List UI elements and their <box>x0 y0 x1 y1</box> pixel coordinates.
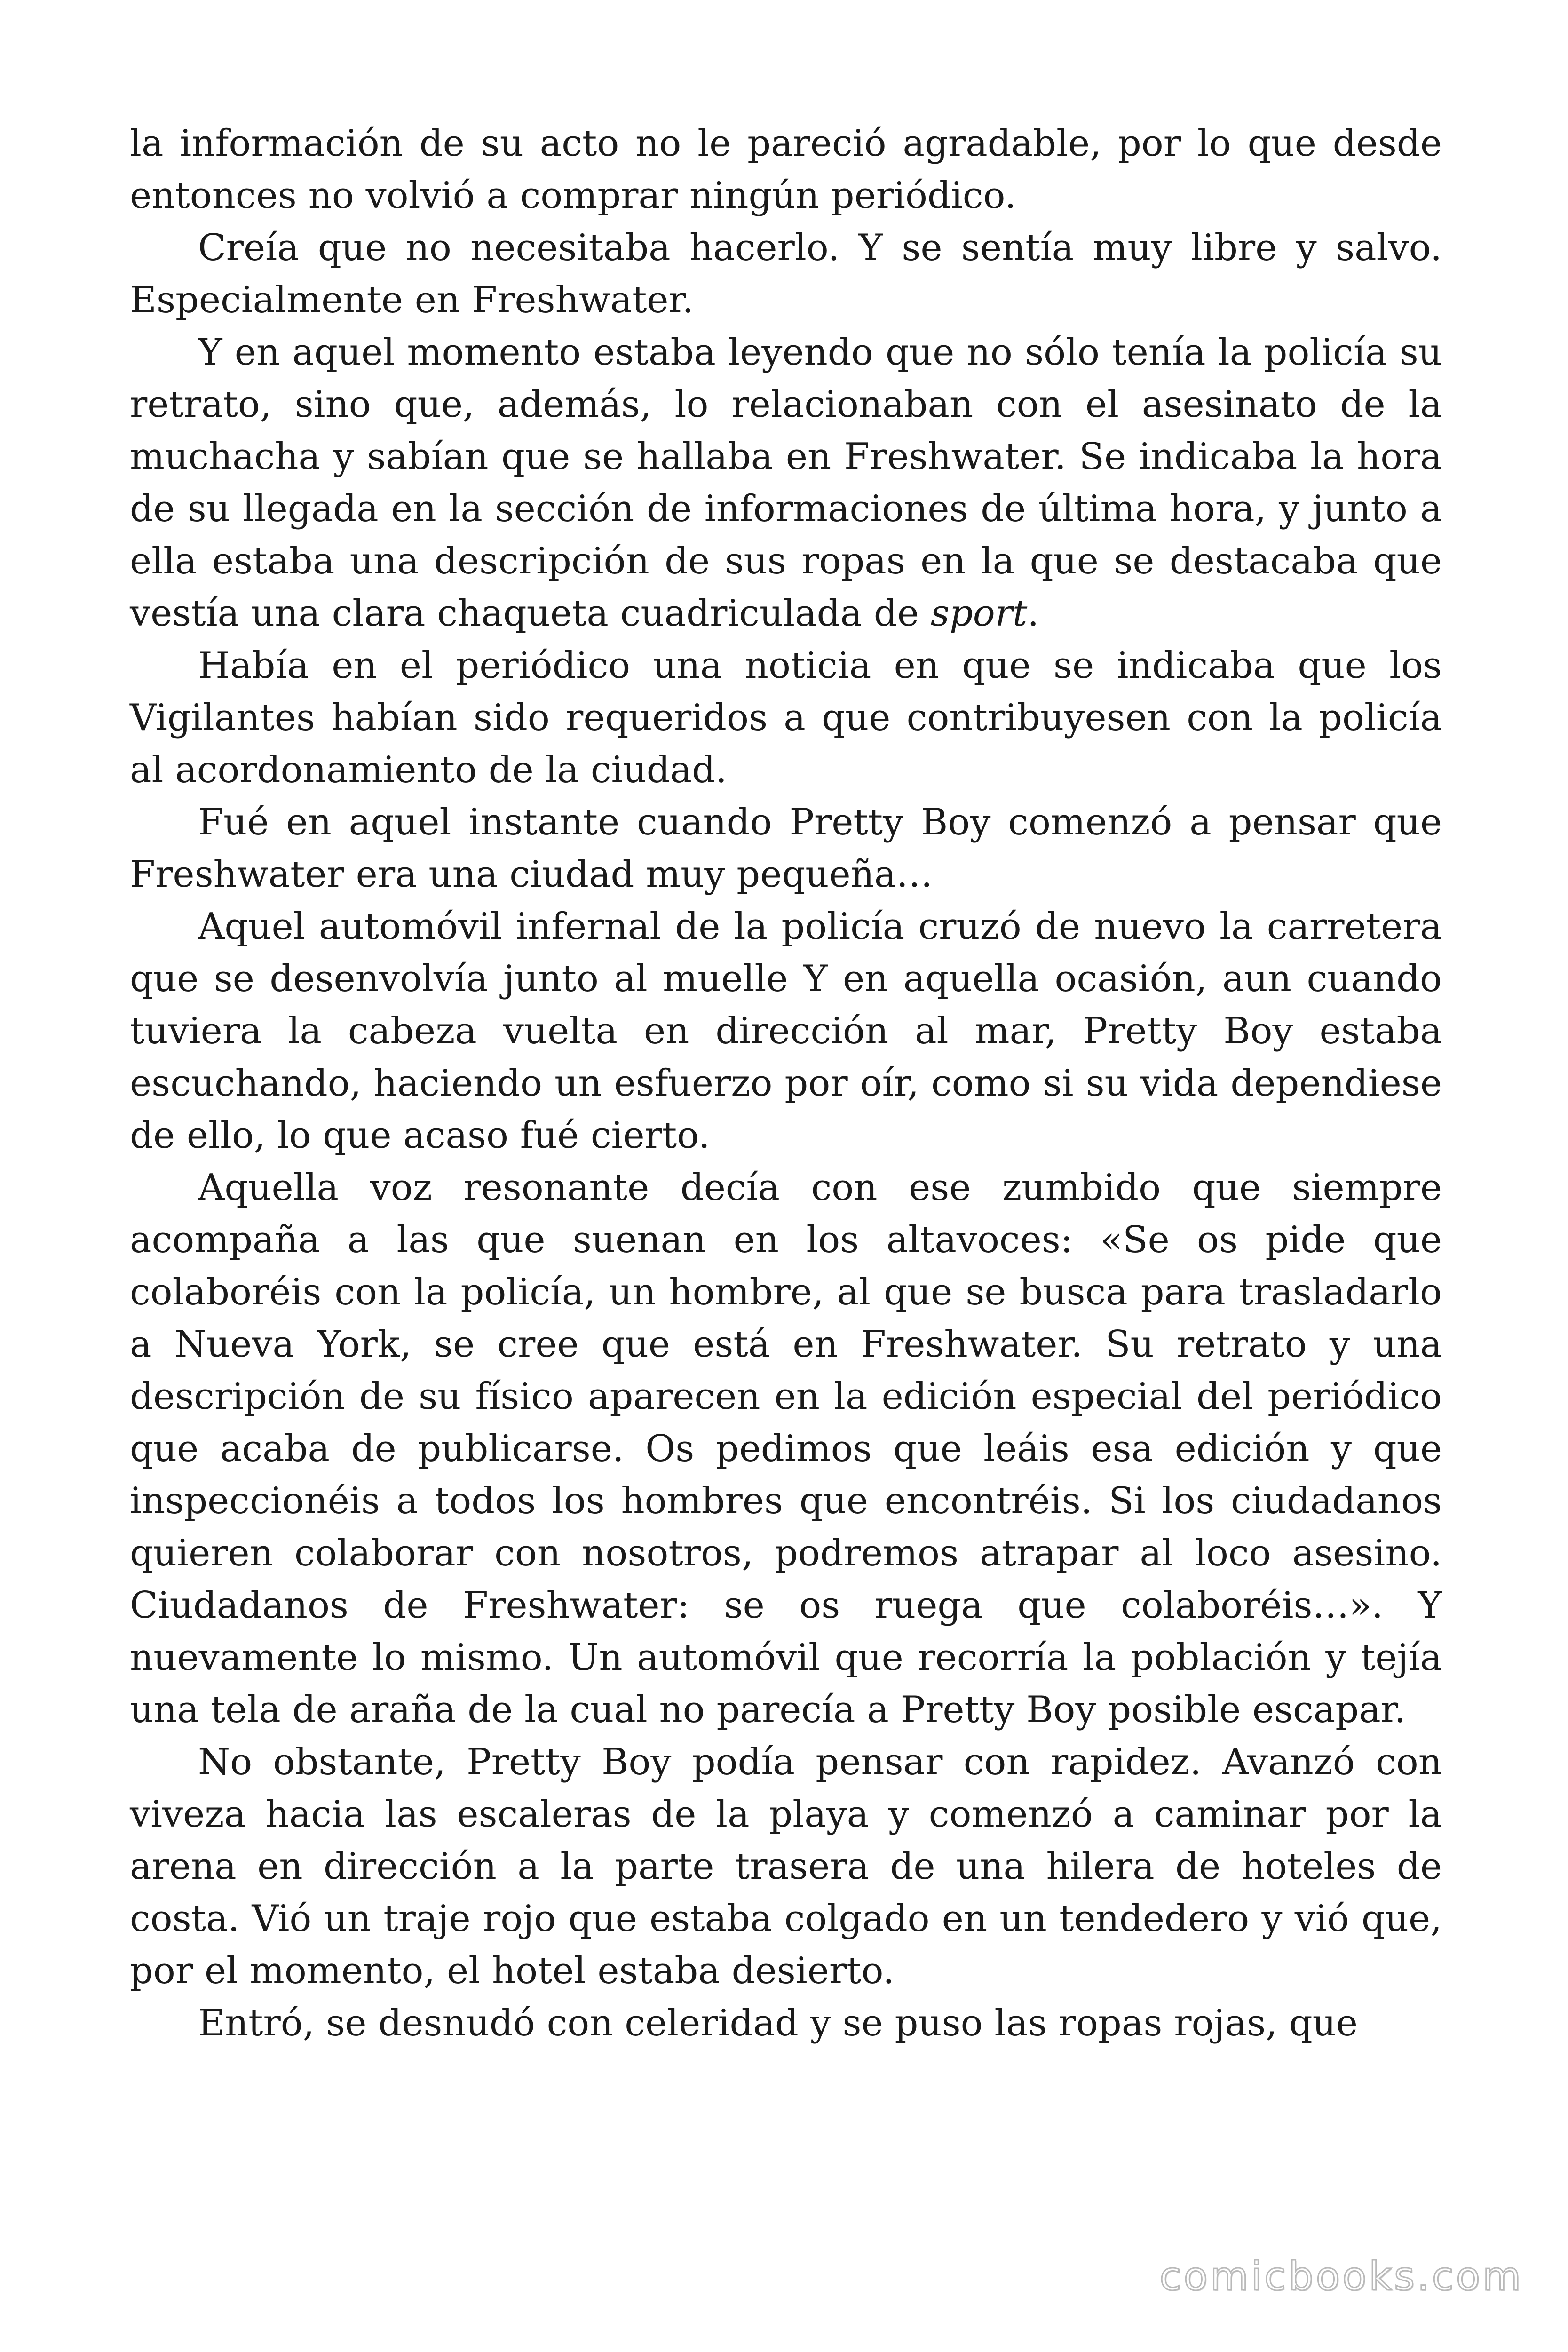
paragraph-6: Aquel automóvil infernal de la policía cruzó de nuevo la carretera que se desenvolvía junto al muelle Y en aquella ocasión, aun cuando tuviera la cabeza vuelta en dirección al mar, Pretty Boy estaba escuchando, haciendo un esfuerzo por oír, como si su vida dependiese de ello, lo que acaso fué cierto. <box>130 906 1442 1157</box>
paragraph-3 <box>130 326 1442 640</box>
paragraph-1: la información de su acto no le pareció agradable, por lo que desde entonces no volvió a comprar ningún periódico. <box>130 122 1442 217</box>
paragraph-3-italic-word: sport <box>930 592 1028 635</box>
paragraph-3-end: . <box>1027 592 1039 635</box>
paragraph-7: Aquella voz resonante decía con ese zumbido que siempre acompaña a las que suenan en los altavoces: «Se os pide que colaboréis con la policía, un hombre, al que se busca para trasladarlo a Nueva York, se cree que está en Freshwater. Su retrato y una descripción de su físico aparecen en la edición especial del periódico que acaba de publicarse. Os pedimos que leáis esa edición y que inspeccionéis a todos los hombres que encontréis. Si los ciudadanos quieren colaborar con nosotros, podremos atrapar al loco asesino. Ciudadanos de Freshwater: se os ruega que colaboréis…». Y nuevamente lo mismo. Un automóvil que recorría la población y tejía una tela de araña de la cual no parecía a Pretty Boy posible escapar. <box>130 1167 1442 1731</box>
paragraph-3-text: Y en aquel momento estaba leyendo que no sólo tenía la policía su retrato, sino que, además, lo relacionaban con el asesinato de la muchacha y sabían que se hallaba en Freshwater. Se indicaba la hora de su llegada en la sección de informaciones de última hora, y junto a ella estaba una descripción de sus ropas en la que se destacaba que vestía una clara chaqueta cuadriculada de <box>130 331 1442 635</box>
watermark-logo: comicbooks.com <box>1159 2253 1523 2299</box>
page-body-text <box>130 118 1442 2050</box>
paragraph-2: Creía que no necesitaba hacerlo. Y se sentía muy libre y salvo. Especialmente en Freshwater. <box>130 227 1442 321</box>
paragraph-9: Entró, se desnudó con celeridad y se puso las ropas rojas, que <box>198 2002 1358 2044</box>
paragraph-4: Había en el periódico una noticia en que se indicaba que los Vigilantes habían sido requeridos a que contribuyesen con la policía al acordonamiento de la ciudad. <box>130 644 1442 791</box>
paragraph-5: Fué en aquel instante cuando Pretty Boy comenzó a pensar que Freshwater era una ciudad muy pequeña… <box>130 801 1442 896</box>
paragraph-8: No obstante, Pretty Boy podía pensar con rapidez. Avanzó con viveza hacia las escaleras de la playa y comenzó a caminar por la arena en dirección a la parte trasera de una hilera de hoteles de costa. Vió un traje rojo que estaba colgado en un tendedero y vió que, por el momento, el hotel estaba desierto. <box>130 1741 1442 1992</box>
